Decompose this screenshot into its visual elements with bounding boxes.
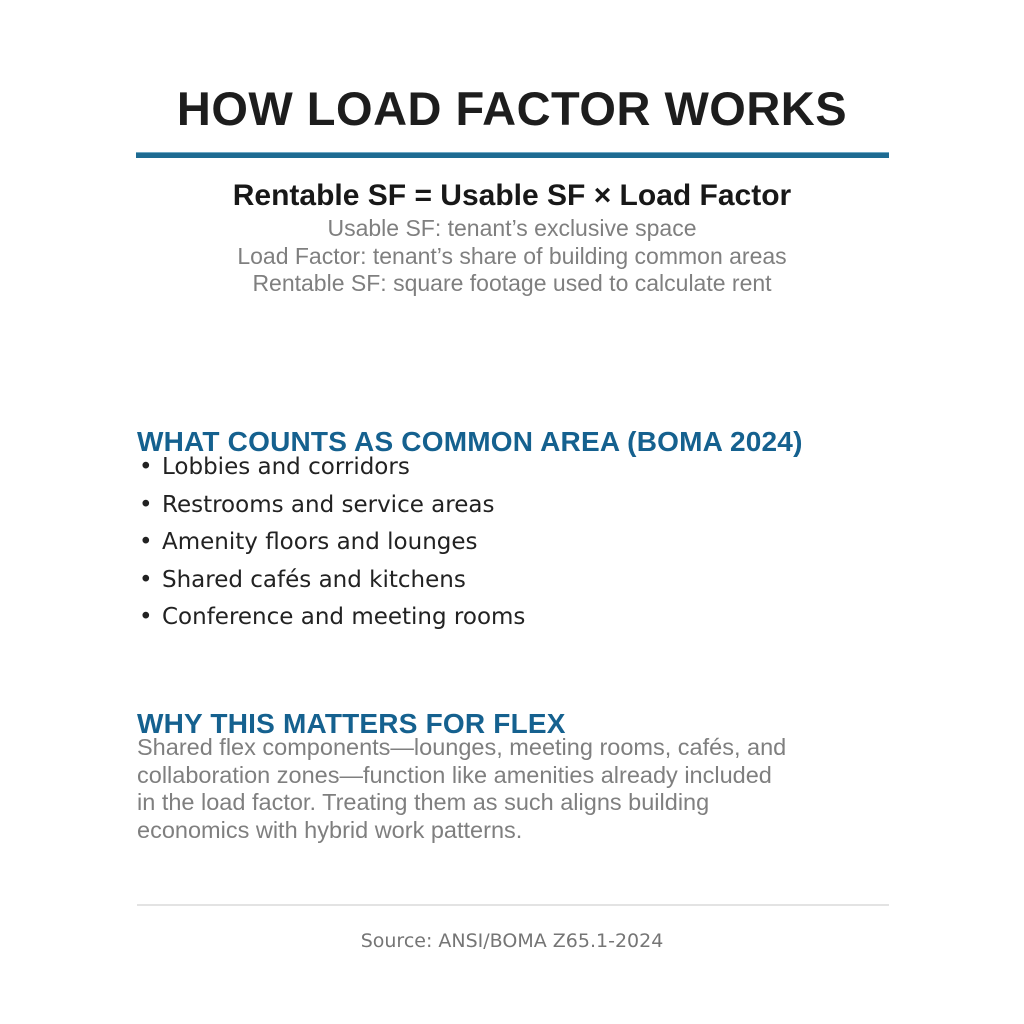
flex-paragraph-line: collaboration zones—function like amenities already included	[137, 761, 772, 788]
flex-section-paragraph	[137, 734, 967, 844]
flex-paragraph-line: in the load factor. Treating them as such aligns building	[137, 789, 710, 815]
footer-divider-rule	[137, 904, 889, 906]
common-area-list-item: • Conference and meeting rooms	[139, 599, 525, 637]
common-area-list-item: • Lobbies and corridors	[139, 449, 525, 487]
flex-paragraph-line: Shared flex components—lounges, meeting rooms, cafés, and	[137, 734, 787, 760]
formula-definition-line: Load Factor: tenant’s share of building common areas	[237, 242, 787, 269]
load-factor-formula: Rentable SF = Usable SF × Load Factor	[232, 179, 792, 212]
formula-definitions	[0, 215, 1024, 298]
common-area-list-item: • Shared cafés and kitchens	[139, 562, 525, 600]
formula-definition-line: Usable SF: tenant’s exclusive space	[327, 215, 697, 241]
common-area-list	[139, 449, 525, 637]
flex-paragraph-line: economics with hybrid work patterns.	[137, 816, 523, 843]
formula-definition-line: Rentable SF: square footage used to calculate rent	[252, 270, 772, 296]
title-divider-rule	[136, 152, 889, 158]
page-title: HOW LOAD FACTOR WORKS	[176, 82, 848, 136]
common-area-list-item: • Amenity floors and lounges	[139, 524, 525, 562]
common-area-section-heading: WHAT COUNTS AS COMMON AREA (BOMA 2024)	[137, 426, 803, 458]
flex-section-heading: WHY THIS MATTERS FOR FLEX	[137, 708, 566, 740]
source-note: Source: ANSI/BOMA Z65.1-2024	[360, 930, 664, 952]
common-area-list-item: • Restrooms and service areas	[139, 487, 525, 525]
